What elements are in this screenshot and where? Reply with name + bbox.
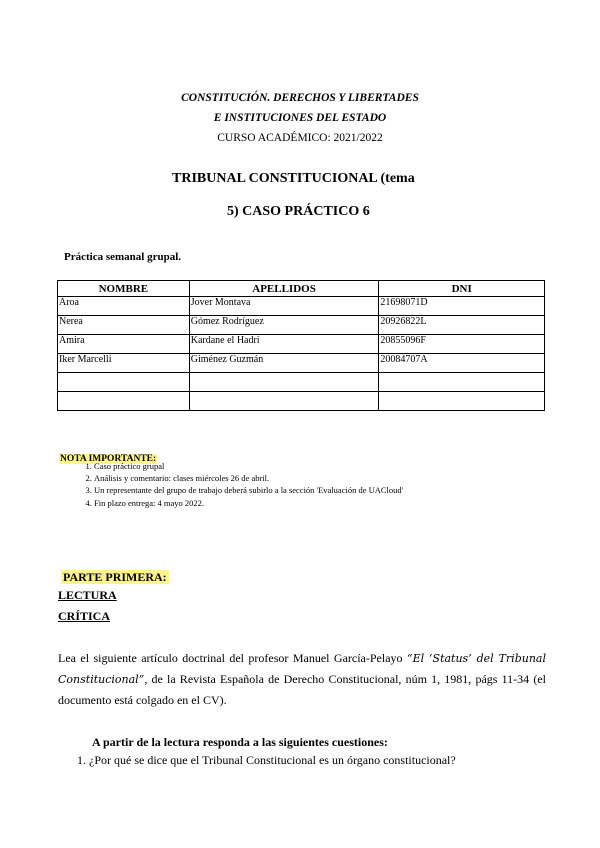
question-text: ¿Por qué se dice que el Tribunal Constitucional es un órgano constitucional? (89, 753, 456, 767)
table-header-row (58, 281, 545, 297)
cell-apellidos (189, 392, 379, 411)
list-item: 3. Un representante del grupo de trabajo deberá subirlo a la sección 'Evaluación de UACloud' (94, 484, 403, 496)
column-header-dni: DNI (379, 281, 545, 297)
table-row (58, 335, 545, 354)
table-row (58, 297, 545, 316)
article-title: “El ‘Status’ del Tribunal Constitucional” (58, 652, 546, 686)
header-line-1: CONSTITUCIÓN. DERECHOS Y LIBERTADES (181, 92, 419, 104)
list-item: 4. Fin plazo entrega: 4 mayo 2022. (94, 497, 403, 509)
cell-nombre (58, 392, 190, 411)
cell-dni: 20926822L (379, 316, 545, 335)
header-line-3: CURSO ACADÉMICO: 2021/2022 (217, 132, 383, 144)
cell-dni: 21698071D (379, 297, 545, 316)
paragraph-after: , de la Revista Española de Derecho Constitucional, núm 1, 1981, págs 11-34 (el documento está colgado en el CV). (58, 672, 546, 707)
table-row (58, 373, 545, 392)
instructions: A partir de la lectura responda a las siguientes cuestiones: (92, 735, 388, 749)
reading-paragraph (58, 648, 546, 711)
cell-apellidos: Jover Montava (189, 297, 379, 316)
header-line-2: E INSTITUCIONES DEL ESTADO (213, 112, 387, 124)
cell-dni: 20855096F (379, 335, 545, 354)
note-list (60, 460, 403, 509)
note-title: NOTA IMPORTANTE: (60, 454, 157, 464)
cell-dni: 20084707A (379, 354, 545, 373)
part-title: PARTE PRIMERA: (63, 570, 167, 584)
cell-apellidos: Gómez Rodríguez (189, 316, 379, 335)
paragraph-before: Lea el siguiente artículo doctrinal del profesor Manuel García-Pelayo (58, 651, 407, 665)
cell-dni (379, 373, 545, 392)
list-item: 1. Caso práctico grupal (94, 460, 403, 472)
table-row (58, 392, 545, 411)
column-header-nombre: NOMBRE (58, 281, 190, 297)
practice-label: Práctica semanal grupal. (64, 251, 182, 263)
question-number: 1. (77, 753, 89, 767)
cell-nombre: Iker Marcelli (58, 354, 190, 373)
cell-dni (379, 392, 545, 411)
cell-apellidos: Kardane el Hadri (189, 335, 379, 354)
part-heading (61, 568, 169, 586)
cell-nombre (58, 373, 190, 392)
group-members-table (57, 280, 545, 411)
list-item: 2. Análisis y comentario: clases miércoles 26 de abril. (94, 472, 403, 484)
question-1 (77, 753, 456, 768)
lectura-heading: LECTURA (58, 588, 117, 602)
column-header-apellidos: APELLIDOS (189, 281, 379, 297)
title-line-1: TRIBUNAL CONSTITUCIONAL (tema (172, 171, 415, 186)
critica-heading: CRÍTICA (58, 609, 111, 623)
table-row (58, 354, 545, 373)
title-line-2: 5) CASO PRÁCTICO 6 (227, 204, 370, 219)
cell-nombre: Nerea (58, 316, 190, 335)
cell-apellidos (189, 373, 379, 392)
cell-nombre: Aroa (58, 297, 190, 316)
cell-nombre: Amira (58, 335, 190, 354)
cell-apellidos: Giménez Guzmán (189, 354, 379, 373)
table-row (58, 316, 545, 335)
